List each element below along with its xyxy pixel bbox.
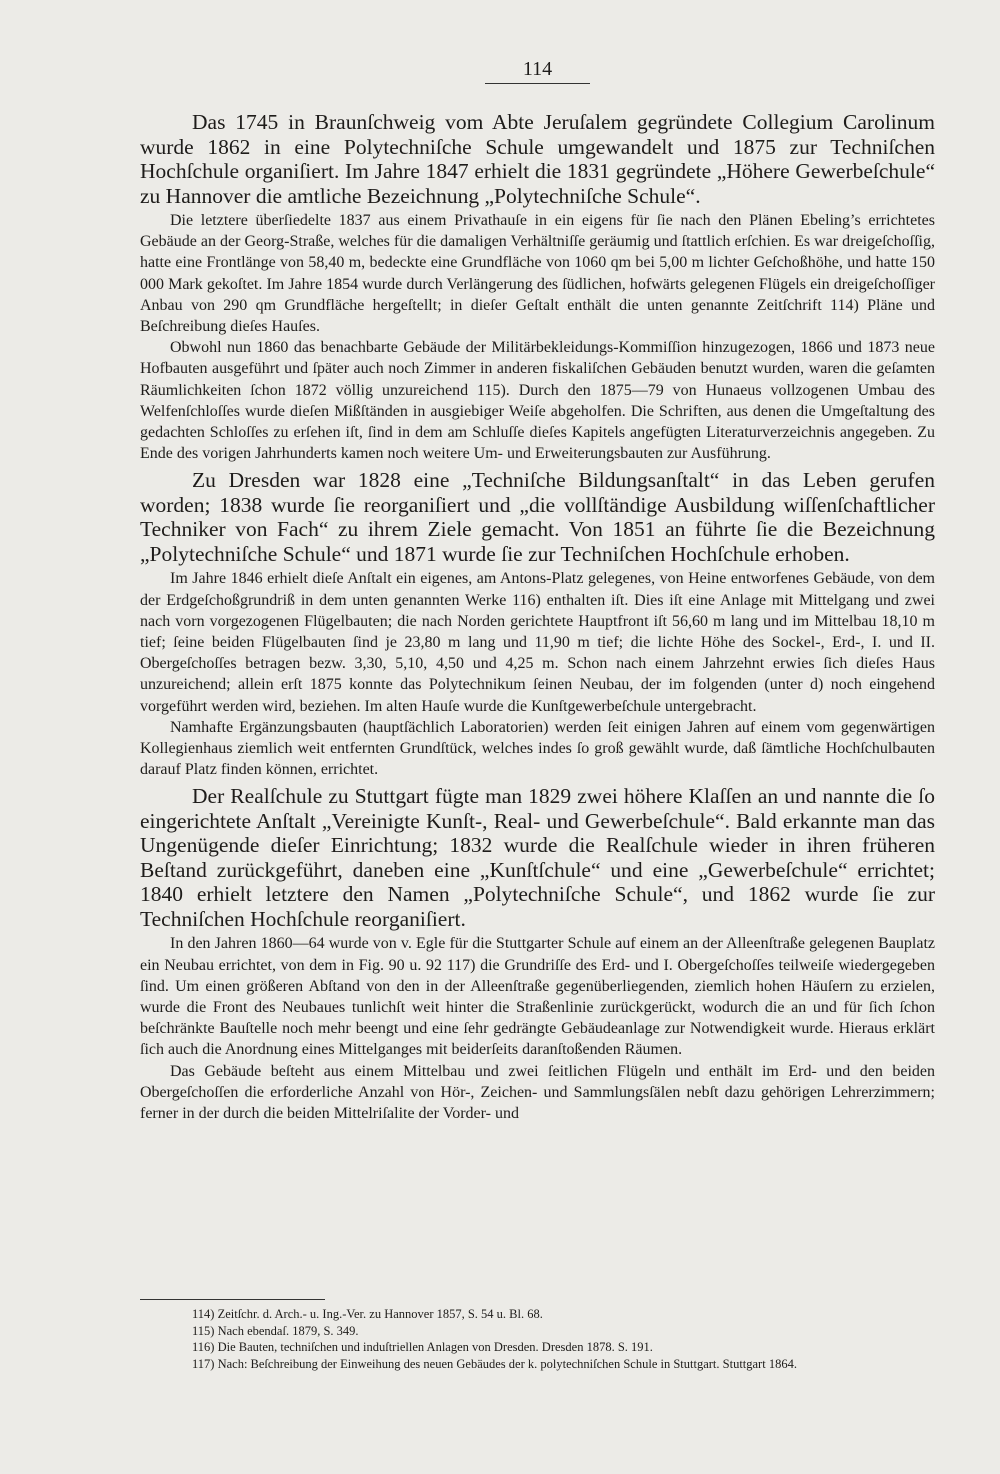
paragraph-hannover-building: Die letztere überſiedelte 1837 aus einem Privathauſe in ein eigens für ſie nach den Plänen Ebeling’s errichtetes Gebäude an der Georg-Straße, welches für die damaligen Verhältniſſe geräumig und ſtattlich erſchien. Es war dreigeſchoſſig, hatte eine Frontlänge von 58,40 m, bedeckte eine Grundfläche von 1060 qm bei 5,00 m lichter Geſchoßhöhe, und hatte 150 000 Mark gekoſtet. Im Jahre 1854 wurde durch Verlängerung des ſüdlichen, hofwärts gelegenen Flügels ein dreigeſchoſſiger Anbau von 290 qm Grundfläche hergeſtellt; in dieſer Geſtalt enthält die unten genannte Zeitſchrift 114) Pläne und Beſchreibung dieſes Hauſes. — [140, 212, 935, 336]
footnote-rule — [140, 1299, 325, 1300]
body-text — [140, 110, 935, 1124]
footnote-117: 117) Nach: Beſchreibung der Einweihung des neuen Gebäudes der k. polytechniſchen Schule in Stuttgart. Stuttgart 1864. — [192, 1356, 797, 1371]
paragraph-braunschweig: Das 1745 in Braunſchweig vom Abte Jeruſalem gegründete Collegium Carolinum wurde 1862 in eine Polytechniſche Schule umgewandelt und 1875 zur Techniſchen Hochſchule organiſiert. Im Jahre 1847 erhielt die 1831 gegründete „Höhere Gewerbeſchule“ zu Hannover die amtliche Bezeichnung „Polytechniſche Schule“. — [140, 110, 935, 208]
footnote-114: 114) Zeitſchr. d. Arch.- u. Ing.-Ver. zu Hannover 1857, S. 54 u. Bl. 68. — [192, 1307, 543, 1321]
paragraph-stuttgart: Der Realſchule zu Stuttgart fügte man 1829 zwei höhere Klaſſen an und nannte die ſo eingerichtete Anſtalt „Vereinigte Kunſt-, Real- und Gewerbeſchule“. Bald erkannte man das Ungenügende dieſer Einrichtung; 1832 wurde die Realſchule wieder in ihren früheren Beſtand zurückgeführt, daneben eine „Kunſtſchule“ und eine „Gewerbeſchule“ errichtet; 1840 erhielt letztere den Namen „Polytechniſche Schule“, und 1862 wurde ſie zur Techniſchen Hochſchule reorganiſiert. — [140, 784, 935, 931]
paragraph-dresden-additions: Namhafte Ergänzungsbauten (hauptſächlich Laboratorien) werden ſeit einigen Jahren auf einem vom gegenwärtigen Kollegienhaus ziemlich weit entfernten Grundſtück, welches indes ſo groß gewählt wurde, daß ſämtliche Hochſchulbauten darauf Platz finden können, errichtet. — [140, 718, 935, 779]
footnotes — [140, 1299, 935, 1372]
paragraph-hannover-expansion: Obwohl nun 1860 das benachbarte Gebäude der Militärbekleidungs-Kommiſſion hinzugezogen, 1866 und 1873 neue Hofbauten ausgeführt und ſpäter auch noch Zimmer in anderen fiskaliſchen Gebäuden benutzt wurden, waren die geſamten Räumlichkeiten ſchon 1872 völlig unzureichend 115). Durch den 1875—79 von Hunaeus vollzogenen Umbau des Welfenſchloſſes wurde dieſen Mißſtänden in ausgiebiger Weiſe abgeholfen. Die Schriften, aus denen die Umgeſtaltung des gedachten Schloſſes zu erſehen iſt, ſind in dem am Schluſſe dieſes Kapitels angefügten Literaturverzeichnis angegeben. Zu Ende des vorigen Jahrhunderts kamen noch weitere Um- und Erweiterungsbauten zur Ausführung. — [140, 339, 935, 463]
paragraph-stuttgart-layout: Das Gebäude beſteht aus einem Mittelbau und zwei ſeitlichen Flügeln und enthält im Erd- und den beiden Obergeſchoſſen die erforderliche Anzahl von Hör-, Zeichen- und Sammlungsſälen nebſt dazu gehörigen Lehrerzimmern; ferner in der durch die beiden Mittelriſalite der Vorder- und — [140, 1062, 935, 1123]
page-number: 114 — [485, 58, 590, 84]
footnote-115: 115) Nach ebendaſ. 1879, S. 349. — [192, 1323, 359, 1338]
paragraph-stuttgart-building: In den Jahren 1860—64 wurde von v. Egle für die Stuttgarter Schule auf einem an der Alleenſtraße gelegenen Bauplatz ein Neubau errichtet, von dem in Fig. 90 u. 92 117) die Grundriſſe des Erd- und I. Obergeſchoſſes teilweiſe wiedergegeben ſind. Um einen größeren Abſtand von den in der Alleenſtraße gegenüberliegenden, ziemlich hohen Häuſern zu erzielen, wurde die Front des Neubaues tunlichſt weit hinter die Straßenlinie zurückgerückt, wodurch die an und für ſich ſchon beſchränkte Bauſtelle noch mehr beengt und eine ſehr gedrängte Gebäudeanlage zur Notwendigkeit wurde. Hieraus erklärt ſich auch die Anordnung eines Mittelganges mit beiderſeits daranſtoßenden Räumen. — [140, 935, 935, 1059]
footnote-116: 116) Die Bauten, techniſchen und induſtriellen Anlagen von Dresden. Dresden 1878. S. 191. — [192, 1340, 653, 1355]
paragraph-dresden-building: Im Jahre 1846 erhielt dieſe Anſtalt ein eigenes, am Antons-Platz gelegenes, von Heine entworfenes Gebäude, von dem der Erdgeſchoßgrundriß in dem unten genannten Werke 116) enthalten iſt. Dies iſt eine Anlage mit Mittelgang und zwei nach vorn vorgezogenen Flügelbauten; die nach Norden gerichtete Hauptfront iſt 56,60 m lang und im Mittelbau 18,10 m tief; ſeine beiden Flügelbauten ſind je 23,80 m lang und 11,90 m tief; die lichte Höhe des Sockel-, Erd-, I. und II. Obergeſchoſſes betragen bezw. 3,30, 5,10, 4,50 und 4,25 m. Schon nach einem Jahrzehnt erwies ſich dieſes Haus unzureichend; allein erſt 1875 konnte das Polytechnikum ſeinen Neubau, der im folgenden (unter d) noch eingehend vorgeführt werden wird, beziehen. Im alten Hauſe wurde die Kunſtgewerbeſchule untergebracht. — [140, 570, 935, 715]
paragraph-dresden: Zu Dresden war 1828 eine „Techniſche Bildungsanſtalt“ in das Leben gerufen worden; 1838 wurde ſie reorganiſiert und „die vollſtändige Ausbildung wiſſenſchaftlicher Techniker von Fach“ zu ihrem Ziele gemacht. Von 1851 an führte ſie die Bezeichnung „Polytechniſche Schule“ und 1871 wurde ſie zur Techniſchen Hochſchule erhoben. — [140, 468, 935, 566]
